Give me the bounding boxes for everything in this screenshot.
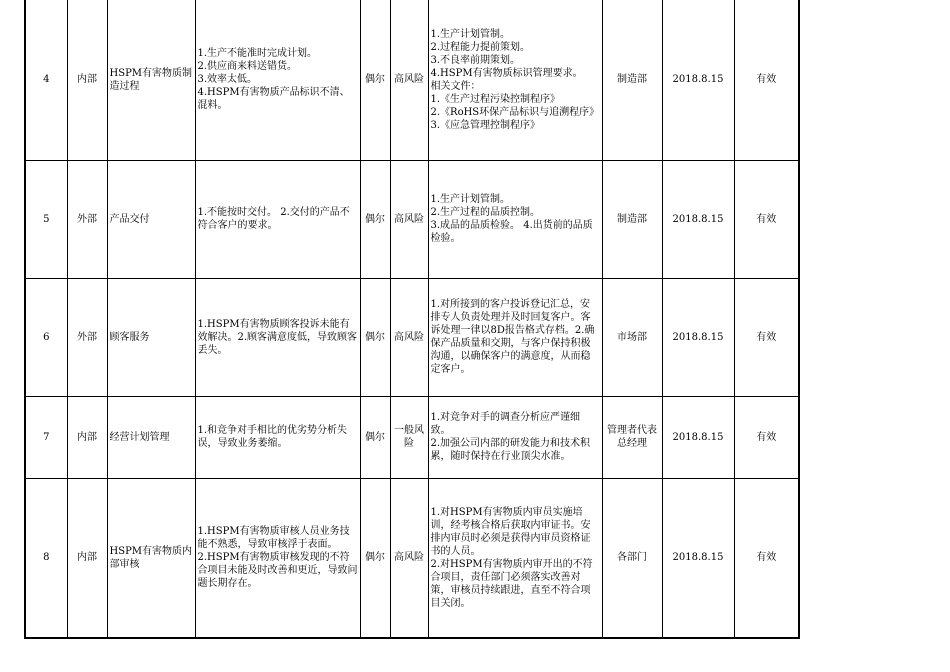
- frequency: 偶尔: [360, 278, 390, 396]
- risk-description: 1.和竞争对手相比的优劣势分析失误，导致业务萎缩。: [195, 396, 360, 478]
- date: 2018.8.15: [662, 0, 734, 160]
- process-name: 产品交付: [107, 160, 195, 278]
- table-row: [25, 0, 799, 160]
- status: 有效: [734, 278, 799, 396]
- risk-type: 内部: [67, 478, 107, 638]
- table-row: [25, 278, 799, 396]
- process-name: HSPM有害物质制造过程: [107, 0, 195, 160]
- frequency: 偶尔: [360, 0, 390, 160]
- risk-table: [24, 0, 800, 639]
- frequency: 偶尔: [360, 160, 390, 278]
- responsible-dept: 各部门: [602, 478, 662, 638]
- responsible-dept: 制造部: [602, 160, 662, 278]
- table-row: [25, 396, 799, 478]
- status: 有效: [734, 0, 799, 160]
- risk-level: 一般风险: [390, 396, 428, 478]
- status: 有效: [734, 396, 799, 478]
- risk-level: 高风险: [390, 478, 428, 638]
- risk-description: 1.HSPM有害物质审核人员业务技能不熟悉，导致审核浮于表面。 2.HSPM有害物质审核发现的不符合项目未能及时改善和更近，导致问题长期存在。: [195, 478, 360, 638]
- status: 有效: [734, 478, 799, 638]
- risk-type: 内部: [67, 396, 107, 478]
- row-number: 4: [25, 0, 67, 160]
- process-name: HSPM有害物质内部审核: [107, 478, 195, 638]
- risk-level: 高风险: [390, 160, 428, 278]
- control-measures: 1.生产计划管制。 2.生产过程的品质控制。 3.成品的品质检验。 4.出货前的品质检验。: [428, 160, 602, 278]
- frequency: 偶尔: [360, 396, 390, 478]
- date: 2018.8.15: [662, 160, 734, 278]
- status: 有效: [734, 160, 799, 278]
- control-measures: 1.对所接到的客户投诉登记汇总，安排专人负责处理并及时回复客户。客诉处理一律以8D报告格式存档。2.确保产品质量和交期，与客户保持积极沟通，以确保客户的满意度，从而稳定客户。: [428, 278, 602, 396]
- control-measures: 1.生产计划管制。 2.过程能力提前策划。 3.不良率前期策划。 4.HSPM有害物质标识管理要求。 相关文件： 1.《生产过程污染控制程序》 2.《RoHS环保产品标识与追溯程序》 3.《应急管理控制程序》: [428, 0, 602, 160]
- risk-level: 高风险: [390, 0, 428, 160]
- risk-type: 外部: [67, 160, 107, 278]
- control-measures: 1.对HSPM有害物质内审员实施培训，经考核合格后获取内审证书。安排内审员时必须是获得内审员资格证书的人员。 2.对HSPM有害物质内审开出的不符合项目，责任部门必须落实改善对策，审核员持续跟进，直至不符合项目关闭。: [428, 478, 602, 638]
- row-number: 5: [25, 160, 67, 278]
- date: 2018.8.15: [662, 278, 734, 396]
- date: 2018.8.15: [662, 478, 734, 638]
- responsible-dept: 制造部: [602, 0, 662, 160]
- responsible-dept: 管理者代表总经理: [602, 396, 662, 478]
- risk-description: 1.生产不能准时完成计划。 2.供应商来料送错货。 3.效率太低。 4.HSPM有害物质产品标识不清、混料。: [195, 0, 360, 160]
- risk-type: 外部: [67, 278, 107, 396]
- frequency: 偶尔: [360, 478, 390, 638]
- table-row: [25, 478, 799, 638]
- risk-description: 1.HSPM有害物质顾客投诉未能有效解决。2.顾客满意度低，导致顾客丢失。: [195, 278, 360, 396]
- responsible-dept: 市场部: [602, 278, 662, 396]
- risk-description: 1.不能按时交付。 2.交付的产品不符合客户的要求。: [195, 160, 360, 278]
- control-measures: 1.对竞争对手的调查分析应严谨细致。 2.加强公司内部的研发能力和技术积累，随时保持在行业顶尖水准。: [428, 396, 602, 478]
- risk-level: 高风险: [390, 278, 428, 396]
- row-number: 8: [25, 478, 67, 638]
- process-name: 经营计划管理: [107, 396, 195, 478]
- row-number: 6: [25, 278, 67, 396]
- row-number: 7: [25, 396, 67, 478]
- table-row: [25, 160, 799, 278]
- date: 2018.8.15: [662, 396, 734, 478]
- process-name: 顾客服务: [107, 278, 195, 396]
- risk-type: 内部: [67, 0, 107, 160]
